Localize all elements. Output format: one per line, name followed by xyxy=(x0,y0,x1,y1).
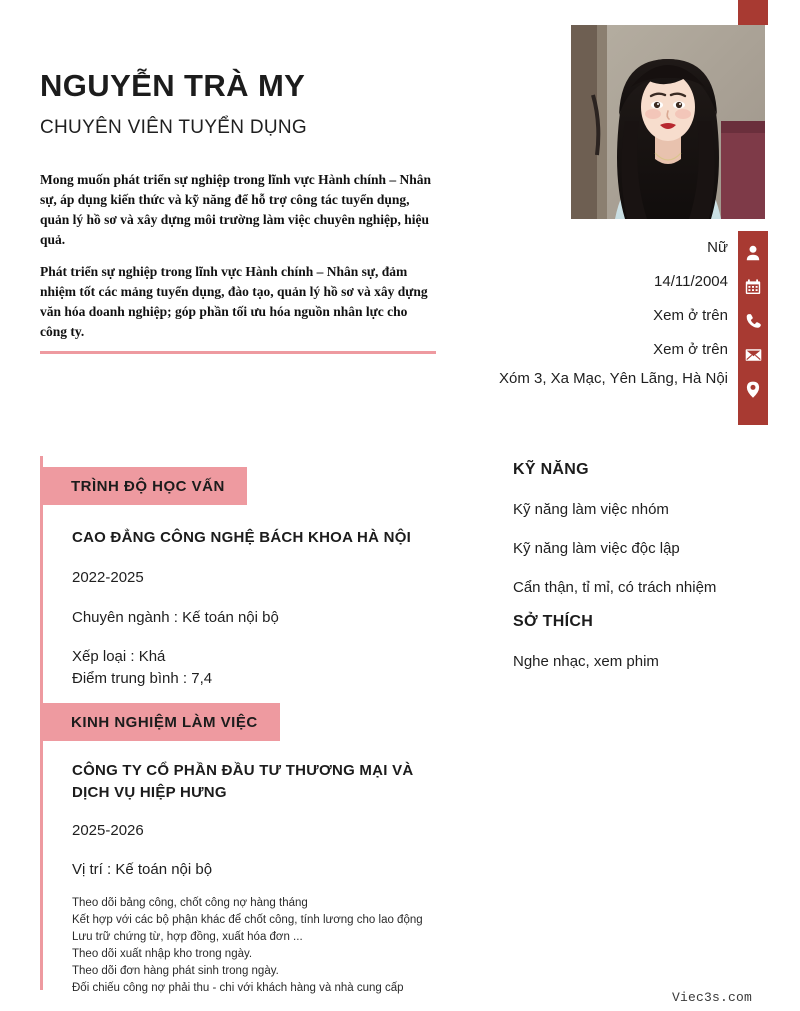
experience-position: Vị trí : Kế toán nội bộ xyxy=(72,861,213,879)
experience-company: CÔNG TY CỔ PHẦN ĐẦU TƯ THƯƠNG MẠI VÀ DỊCH VỤ HIỆP HƯNG xyxy=(72,762,414,801)
duty-item: Đối chiếu công nợ phải thu - chi với khách hàng và nhà cung cấp xyxy=(72,982,404,995)
summary-block xyxy=(40,170,436,342)
experience-duties xyxy=(72,895,452,997)
skill-item: Kỹ năng làm việc độc lập xyxy=(513,539,680,557)
education-gpa: Điểm trung bình : 7,4 xyxy=(72,670,213,687)
hobby-item: Nghe nhạc, xem phim xyxy=(513,653,659,670)
profile-photo xyxy=(571,25,765,219)
contact-birthdate-text: 14/11/2004 xyxy=(654,273,728,291)
education-school: CAO ĐẲNG CÔNG NGHỆ BÁCH KHOA HÀ NỘI xyxy=(72,529,412,546)
contact-value-email xyxy=(440,333,728,367)
duty-item: Theo dõi đơn hàng phát sinh trong ngày. xyxy=(72,965,279,978)
section-heading-hobbies: SỞ THÍCH xyxy=(513,613,594,630)
contact-phone-text: Xem ở trên xyxy=(653,307,728,325)
contact-value-birthdate xyxy=(440,265,728,299)
skills-block xyxy=(513,461,783,598)
hobbies-block xyxy=(513,613,783,673)
section-heading-education: TRÌNH ĐỘ HỌC VẤN xyxy=(41,467,247,505)
contact-email-text: Xem ở trên xyxy=(653,341,728,359)
candidate-job-title: CHUYÊN VIÊN TUYỂN DỤNG xyxy=(40,117,308,138)
contact-gender-text: Nữ xyxy=(707,239,728,257)
duty-item: Theo dõi xuất nhập kho trong ngày. xyxy=(72,948,253,961)
summary-paragraph-2: Phát triển sự nghiệp trong lĩnh vực Hành chính – Nhân sự, đảm nhiệm tốt các mảng tuyển dụng, đào tạo, quản lý hồ sơ và xây dựng văn hóa doanh nghiệp; góp phần tối ưu hóa nguồn nhân lực cho công ty. xyxy=(40,264,428,339)
watermark: Viec3s.com xyxy=(672,990,753,1005)
skill-item: Kỹ năng làm việc nhóm xyxy=(513,501,669,518)
education-major: Chuyên ngành : Kế toán nội bộ xyxy=(72,608,279,626)
section-heading-experience: KINH NGHIỆM LÀM VIỆC xyxy=(41,703,280,741)
education-grade: Xếp loại : Khá xyxy=(72,648,166,666)
duty-item: Lưu trữ chứng từ, hợp đồng, xuất hóa đơn ... xyxy=(72,931,303,944)
calendar-icon xyxy=(738,270,768,304)
skill-item: Cẩn thận, tỉ mỉ, có trách nhiệm xyxy=(513,578,717,596)
location-icon xyxy=(738,372,768,406)
education-years: 2022-2025 xyxy=(72,568,144,586)
contact-values xyxy=(440,231,728,419)
contact-icon-strip xyxy=(738,231,768,425)
experience-block xyxy=(72,760,452,997)
header-divider xyxy=(40,351,436,354)
section-heading-skills: KỸ NĂNG xyxy=(513,461,589,478)
candidate-name: NGUYỄN TRÀ MY xyxy=(40,68,306,103)
person-icon xyxy=(738,236,768,270)
summary-paragraph-1: Mong muốn phát triển sự nghiệp trong lĩnh vực Hành chính – Nhân sự, áp dụng kiến thức và kỹ năng để hỗ trợ công tác tuyển dụng, quản lý hồ sơ và xây dựng môi trường làm việc chuyên nghiệp, hiệu quả. xyxy=(40,172,432,247)
duty-item: Theo dõi bảng công, chốt công nợ hàng tháng xyxy=(72,897,308,909)
contact-address-text: Xóm 3, Xa Mạc, Yên Lãng, Hà Nội xyxy=(498,370,728,387)
mail-icon xyxy=(738,338,768,372)
contact-value-phone xyxy=(440,299,728,333)
contact-value-gender xyxy=(440,231,728,265)
education-block xyxy=(72,527,452,690)
experience-years: 2025-2026 xyxy=(72,821,144,839)
duty-item: Kết hợp với các bộ phận khác để chốt công, tính lương cho lao động xyxy=(72,914,423,927)
top-accent-block xyxy=(738,0,768,25)
phone-icon xyxy=(738,304,768,338)
contact-value-address xyxy=(440,367,728,419)
